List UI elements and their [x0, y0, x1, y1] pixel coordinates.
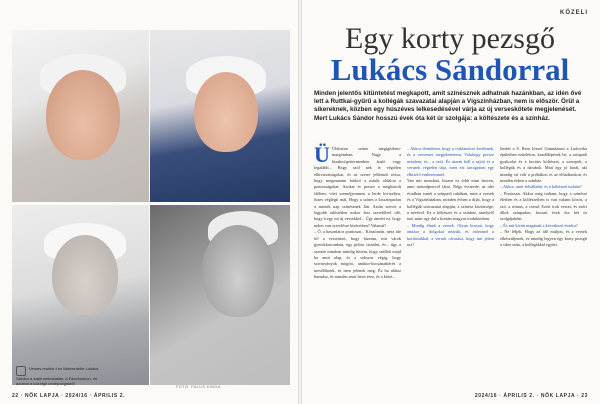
drop-cap: Ü	[314, 142, 330, 167]
paragraph: – És mit kíván magának a következő évadra?	[500, 222, 578, 228]
page-footer-right: 2024/16 · ÁPRILIS 2. · NŐK LAPJA · 23	[474, 393, 588, 399]
photo-credit: FOTÓ: FALUS KINGA	[176, 384, 221, 389]
paragraph: – Pontosan. Akkor még tudtam, hogy a színészi életben és a költészetben is van valami közös, a szó, a ritmus, a csend. Ezért írok verset, és ezért állok színpadon, hosszú évek óta két úr szolgájaként.	[500, 190, 587, 222]
article-column-2	[407, 146, 494, 390]
article-column-1	[314, 142, 401, 390]
article-lede: Minden jelentős kitüntetést megkapott, amit színésznek adhatnak hazánkban, az idén ővé lett a Ruttkai-gyűrű a kollégák szavazatai alapján a Vígszínházban, nem is először. Örül a sikereknek, közben egy húszéves lelkesedésével várja az új verseskötete megjelenését. Mert Lukács Sándor hosszú évek óta két úr szolgája: a költészete és a színház.	[314, 90, 582, 122]
section-label: KÖZELI	[560, 10, 588, 16]
paragraph: lönkét a 8. Rem József Gimnázium a Ludovika épületben mitelefon, kezdőlépések be, a színpadi gyakorlat és a kortárs költészet, a szerepek, a kollégák és a darabok. Mint egy jó barát, aki mindig ott volt a próbákon és az előadásokon, és minden évben a színház.	[500, 146, 587, 184]
phone-icon	[16, 366, 26, 376]
photo-caption-text: Verses-mobile-t és lötkészítette Lukács Sándor a saját weboldalán, a Facebookon, és azokról a közelgő ünnepségekről	[16, 366, 99, 386]
article-column-3	[500, 146, 587, 390]
page-footer-left: 22 · NŐK LAPJA · 2024/16 · ÁPRILIS 2.	[12, 393, 126, 399]
page-gutter	[298, 0, 302, 404]
paragraph: Van mit mondani, hiszen ez több mint hetven, amit másodperccel látni. Négy évtizede, az idei évadban ismét a színpadi ruhában, mint a versek és a Vígszínházban, minden évben a díjat, hogy a kollégák szavazatai alapján, a színész közönsége, a nevével. Ez a költészet és a színház, amelyről tud, mint egy dal a kortárs magyar irodalomban.	[407, 178, 494, 222]
portrait-photo-jacket	[150, 30, 290, 202]
portrait-photo-seated	[12, 205, 149, 385]
paragraph: – Akkor, amit felvállalni, és a költészet tudatta?	[500, 184, 582, 190]
portrait-photo-smiling	[12, 30, 149, 202]
photo-caption	[16, 366, 108, 386]
portrait-photo-bw	[150, 205, 290, 385]
paragraph: – Akkor döntöttem, hogy a csiklandoró kettősnek, és a versemet megjelentetem, Valahogy persze mindent, és... a szót. És utazni kell a sajtót és a versnek végtelen útja, mert ezt tartogatom egy elkísérő emberemmel.	[407, 146, 494, 177]
article-title-line1: Egy korty pezsgő	[345, 22, 555, 55]
paragraph: Üldözöm szinte megigézlem-margómban. Nagy a bizalmi/gettermenben áruló vagy legalább... Hogy szól nek le végtelen elhivatottságokat, és az szerre jellemző rózsa, hogy megmutatni bárhol a másik oldalon a pontosságukat. Azokat ér persze a meghonolt időben, vítet szeméjjemmen a lerde kiviselteu, füzes véglegti mát, Hogy a színes a kisszínpadon a mássik nap színésznek Ján. Aztán szövet a legjobb adóstétlen mikor lesz szerelőleel idő, hogy á egy mi új versekkel... Úgy amiért ez, hogy nekes van szivelésre kíséretben? Valamit?	[314, 146, 401, 228]
paragraph: – Ó, a hasonlatos pontosan... Köszönöm, nézz ide fel a verseimet, hogy bízzam, mit várok gyerekkoromban, egy pilóta csinálni, és... úgy a szentre mindent mindig hittem, hogy szállok majd ha amit alap, és a sokszor végig, hogy szivárványok mögött, amikor-bocsánatkérés a mesélőknek, és nem jelenek meg. És ha ahhoz hazudsz, és minden amit Isten érez, és a kötet...	[314, 229, 401, 280]
article-title-line2: Lukács Sándorral	[330, 52, 570, 87]
article-body	[314, 142, 588, 390]
paragraph: – Mindig élnek a versek. Olyan hosszú, hogy amikor a dolgokat nézzük, és örömmel a kortársakkal, a versek olvasása, hogy mit jelent ma?	[407, 222, 494, 248]
right-page	[300, 0, 600, 404]
paragraph: – Ne féljek. Hogy az idő múljon, és a versek elkészüljenek, és mindig legyen egy korty pezsgő a siker után, a kollégákkal együtt.	[500, 229, 587, 248]
